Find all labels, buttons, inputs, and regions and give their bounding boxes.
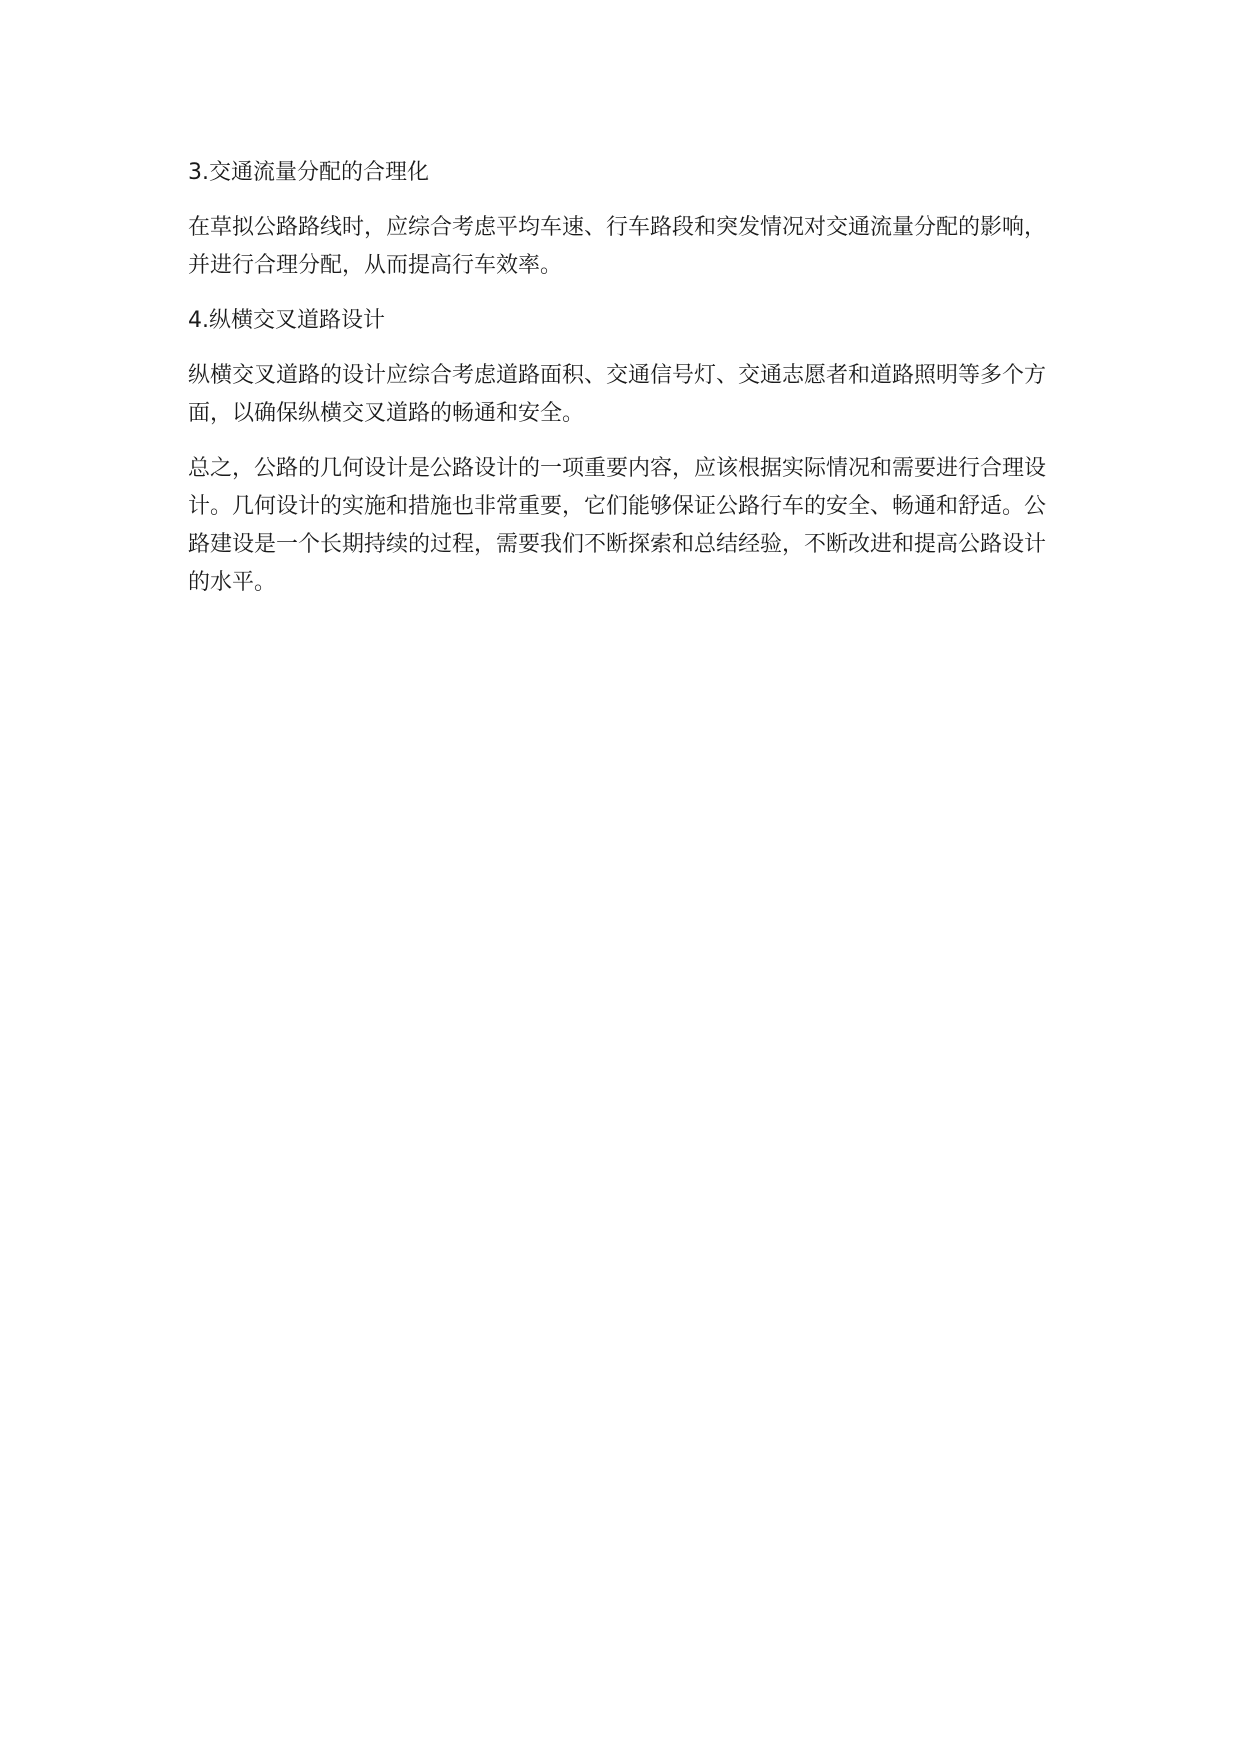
section-3-heading: 3.交通流量分配的合理化 <box>188 160 429 185</box>
document-body <box>188 154 1046 619</box>
section-3-paragraph: 在草拟公路路线时，应综合考虑平均车速、行车路段和突发情况对交通流量分配的影响，并进行合理分配，从而提高行车效率。 <box>188 215 1047 278</box>
section-4-heading: 4.纵横交叉道路设计 <box>188 308 385 333</box>
conclusion-paragraph: 总之，公路的几何设计是公路设计的一项重要内容，应该根据实际情况和需要进行合理设计。几何设计的实施和措施也非常重要，它们能够保证公路行车的安全、畅通和舒适。公路建设是一个长期持续的过程，需要我们不断探索和总结经验，不断改进和提高公路设计的水平。 <box>188 456 1047 595</box>
section-4-paragraph: 纵横交叉道路的设计应综合考虑道路面积、交通信号灯、交通志愿者和道路照明等多个方面，以确保纵横交叉道路的畅通和安全。 <box>188 363 1047 426</box>
